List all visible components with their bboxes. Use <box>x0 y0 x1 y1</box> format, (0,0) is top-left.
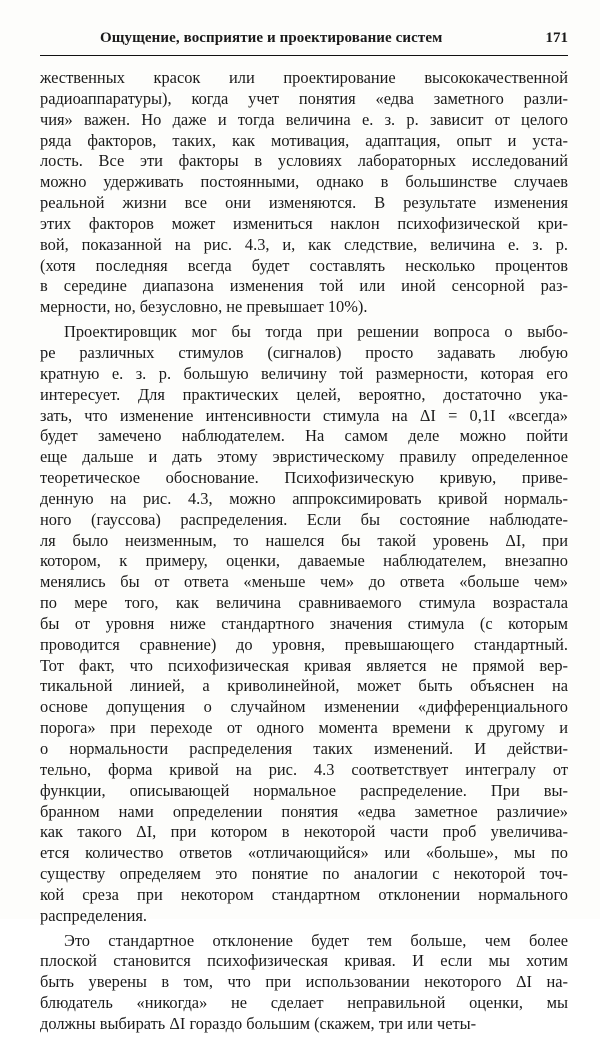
text-line: тельно, форма кривой на рис. 4.3 соответствует интегралу от <box>40 759 568 779</box>
text-line: по мере того, как величина сравниваемого стимула возрастала <box>40 593 568 613</box>
text-line: тикальной линией, а криволинейной, может быть объяснен на <box>40 676 568 696</box>
text-line: должны выбирать ΔI гораздо большим (скажем, три или четы- <box>40 1013 477 1033</box>
paragraph-2 <box>40 322 568 926</box>
text-line: (хотя последняя всегда будет составлять несколько процентов <box>40 255 568 275</box>
text-line: котором, к примеру, оценки, даваемые наблюдателем, внезапно <box>40 551 568 571</box>
header-rule <box>40 55 568 56</box>
text-line: денную на рис. 4.3, можно аппроксимировать кривой нормаль- <box>40 488 568 508</box>
text-line: блюдатель «никогда» не сделает неправильной оценки, мы <box>40 993 568 1013</box>
running-head <box>40 28 568 52</box>
text-line: ля было неизменным, то нашелся бы такой уровень ΔI, при <box>40 530 568 550</box>
text-line: основе допущения о случайном изменении «дифференциального <box>40 697 568 717</box>
text-line: Проектировщик мог бы тогда при решении вопроса о выбо- <box>64 322 568 342</box>
text-line: о нормальности распределения таких изменений. И действи- <box>40 739 568 758</box>
text-line: существу определяем это понятие по аналогии с некоторой точ- <box>40 864 568 884</box>
text-line: кратную е. з. р. большую величину той размерности, которая его <box>40 363 568 383</box>
text-line: чия» важен. Но даже и тогда величина е. з. р. зависит от целого <box>40 109 568 129</box>
text-line: порога» при переходе от одного момента времени к другому и <box>40 718 568 738</box>
running-title: Ощущение, восприятие и проектирование систем <box>100 30 443 46</box>
paragraph-1 <box>40 68 568 318</box>
text-line: радиоаппаратуры), когда учет понятия «едва заметного разли- <box>40 88 568 108</box>
text-line: ряда факторов, таких, как мотивация, адаптация, опыт и уста- <box>40 130 568 150</box>
text-line: Это стандартное отклонение будет тем больше, чем более <box>64 930 568 950</box>
text-line: зать, что изменение интенсивности стимула на ΔI = 0,1I «всегда» <box>40 405 568 425</box>
text-line: плоской становится психофизическая кривая. И если мы хотим <box>40 951 568 971</box>
text-line: ре различных стимулов (сигналов) просто задавать любую <box>40 342 568 362</box>
page-number: 171 <box>545 30 568 46</box>
text-line: бранном нами определении понятия «едва заметное различие» <box>40 801 568 821</box>
text-line: ется количество ответов «отличающийся» или «больше», мы по <box>40 843 568 863</box>
text-line: теоретическое обоснование. Психофизическую кривую, приве- <box>40 468 568 488</box>
text-line: быть уверены в том, что при использовании некоторого ΔI на- <box>40 972 568 992</box>
text-line: в середине диапазона изменения той или иной сенсорной раз- <box>40 276 568 296</box>
text-line: лость. Все эти факторы в условиях лабораторных исследований <box>40 151 568 171</box>
text-line: еще дальше и дать этому эвристическому правилу определенное <box>40 447 568 467</box>
text-line: Тот факт, что психофизическая кривая является не прямой вер- <box>40 655 568 675</box>
text-line: как такого ΔI, при котором в некоторой части проб увеличива- <box>40 822 568 842</box>
body-text <box>40 68 568 1039</box>
text-line: ного (гауссова) распределения. Если бы состояние наблюдате- <box>40 509 568 529</box>
text-line: кой среза при некотором стандартном отклонении нормального <box>40 884 568 904</box>
text-line: будет замечено наблюдателем. На самом деле можно пойти <box>40 426 568 446</box>
text-line: распределения. <box>40 905 148 925</box>
text-line: мерности, но, безусловно, не превышает 10%). <box>40 297 368 317</box>
text-line: этих факторов может измениться наклон психофизической кри- <box>40 213 568 233</box>
text-line: вой, показанной на рис. 4.3, и, как следствие, величина е. з. р. <box>40 234 568 254</box>
text-line: жественных красок или проектирование высококачественной <box>40 68 568 87</box>
text-line: можно удерживать постоянными, однако в большинстве случаев <box>40 172 568 192</box>
text-line: менялись бы от ответа «меньше чем» до ответа «больше чем» <box>40 572 568 592</box>
text-line: бы от уровня ниже стандартного значения стимула (с которым <box>40 613 568 633</box>
text-line: функции, описывающей нормальное распределение. При вы- <box>40 780 568 800</box>
text-line: проводится сравнение) до уровня, превышающего стандартный. <box>40 634 568 654</box>
text-line: реальной жизни все они изменяются. В результате изменения <box>40 193 568 213</box>
text-line: интересует. Для практических целей, вероятно, достаточно ука- <box>40 384 568 404</box>
paragraph-3 <box>40 931 568 1035</box>
